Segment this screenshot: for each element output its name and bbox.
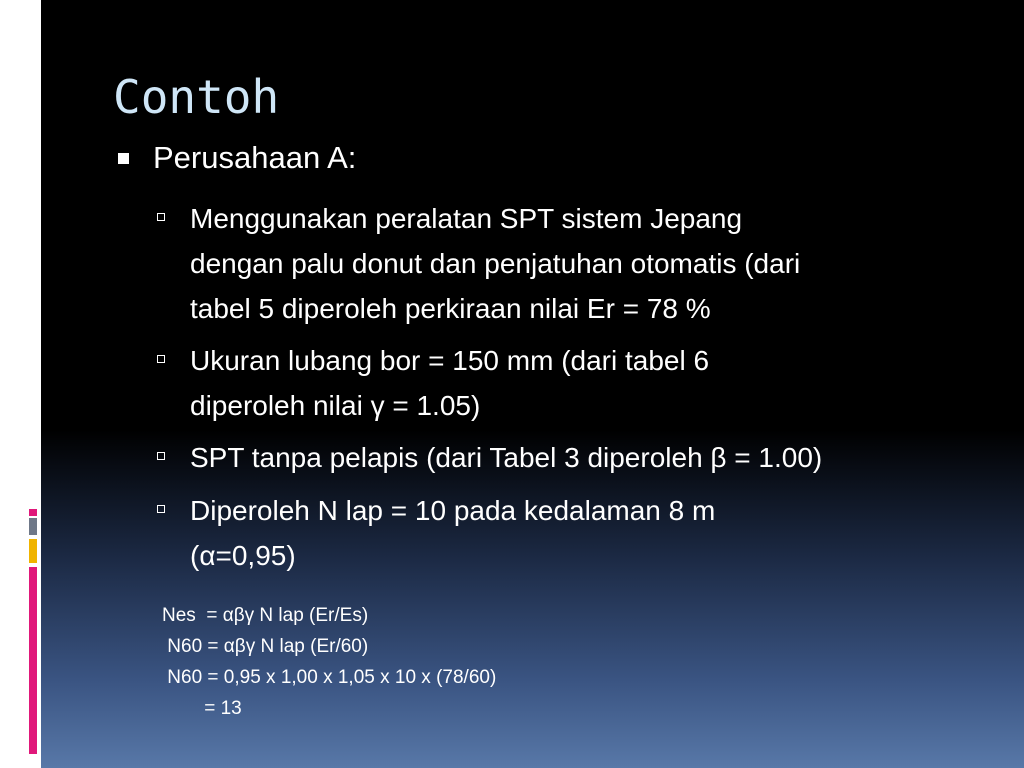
deco-bar-yellow bbox=[29, 539, 37, 563]
deco-bar-magenta-long bbox=[29, 567, 37, 754]
deco-bar-magenta-top bbox=[29, 509, 37, 516]
sub-bullet-line: dengan palu donut dan penjatuhan otomatis (dari bbox=[190, 248, 801, 279]
deco-bar-gray bbox=[29, 518, 37, 535]
hollow-square-bullet-icon bbox=[157, 213, 165, 221]
hollow-square-bullet-icon bbox=[157, 355, 165, 363]
sub-bullet-item bbox=[157, 196, 957, 331]
sub-bullet-line: Menggunakan peralatan SPT sistem Jepang bbox=[190, 203, 743, 234]
formula-line: N60 = 0,95 x 1,00 x 1,05 x 10 x (78/60) bbox=[162, 667, 497, 688]
sub-bullet-line: Diperoleh N lap = 10 pada kedalaman 8 m bbox=[190, 495, 716, 526]
sub-bullet-line: tabel 5 diperoleh perkiraan nilai Er = 78 % bbox=[190, 293, 711, 324]
sub-bullet-line: diperoleh nilai γ = 1.05) bbox=[190, 390, 481, 421]
sub-bullet-line: SPT tanpa pelapis (dari Tabel 3 diperoleh β = 1.00) bbox=[190, 442, 823, 473]
formula-line: N60 = αβγ N lap (Er/60) bbox=[162, 636, 369, 657]
sub-bullet-item bbox=[157, 488, 957, 578]
sub-bullet-line: Ukuran lubang bor = 150 mm (dari tabel 6 bbox=[190, 345, 710, 376]
sub-bullet-item bbox=[157, 435, 957, 480]
hollow-square-bullet-icon bbox=[157, 452, 165, 460]
formula-line: Nes = αβγ N lap (Er/Es) bbox=[162, 605, 369, 626]
sub-bullet-line: (α=0,95) bbox=[190, 540, 296, 571]
hollow-square-bullet-icon bbox=[157, 505, 165, 513]
square-bullet-icon bbox=[118, 153, 129, 164]
formula-line: = 13 bbox=[162, 698, 242, 719]
formula-block bbox=[162, 600, 496, 724]
bullet-level1-text: Perusahaan A: bbox=[153, 140, 357, 175]
sub-bullet-item bbox=[157, 338, 957, 428]
slide-title: Contoh bbox=[113, 70, 280, 124]
